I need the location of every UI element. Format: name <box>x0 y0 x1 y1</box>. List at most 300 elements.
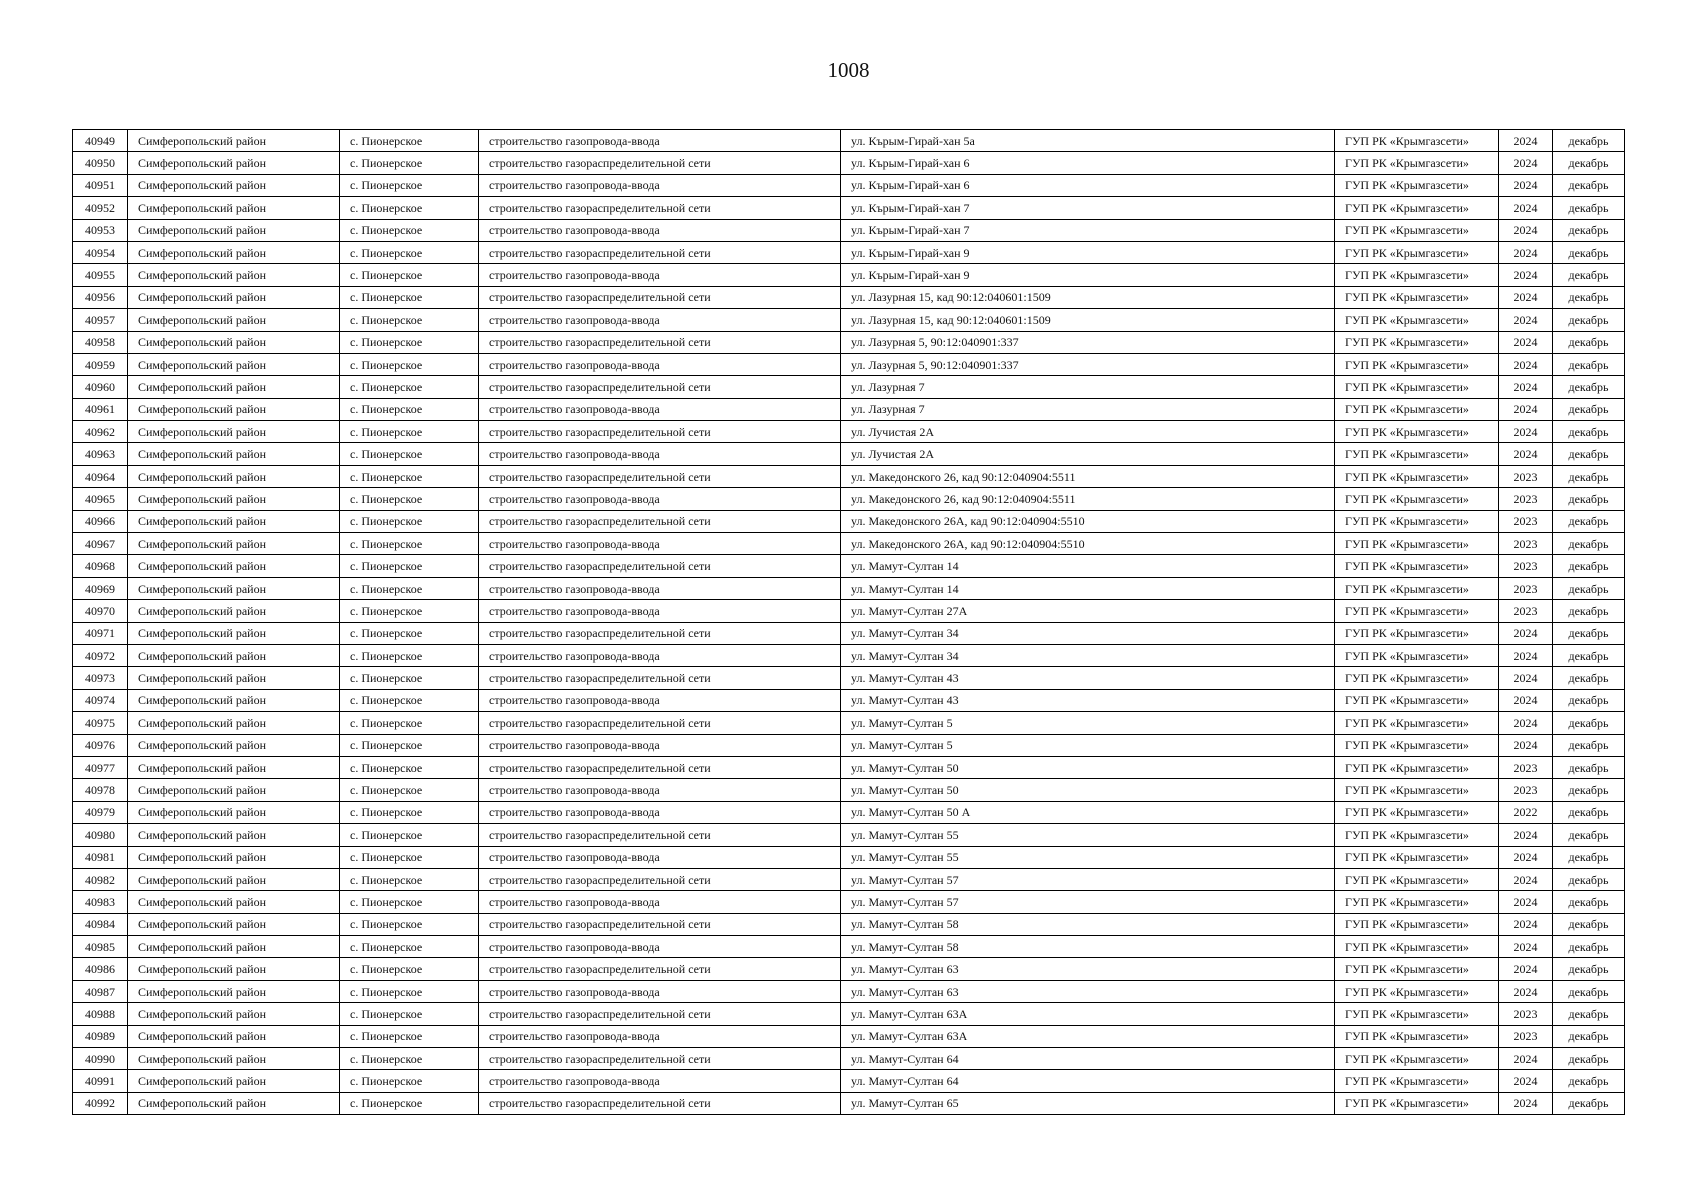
cell-organization: ГУП РК «Крымгазсети» <box>1335 421 1499 443</box>
cell-year: 2024 <box>1499 936 1553 958</box>
cell-year: 2024 <box>1499 130 1553 152</box>
cell-organization: ГУП РК «Крымгазсети» <box>1335 936 1499 958</box>
cell-settlement: с. Пионерское <box>340 152 479 174</box>
cell-work-type: строительство газораспределительной сети <box>479 510 841 532</box>
cell-organization: ГУП РК «Крымгазсети» <box>1335 264 1499 286</box>
cell-number: 40980 <box>73 824 128 846</box>
table-row <box>73 824 1625 846</box>
cell-work-type: строительство газопровода-ввода <box>479 443 841 465</box>
cell-year: 2024 <box>1499 264 1553 286</box>
cell-district: Симферопольский район <box>128 667 340 689</box>
cell-number: 40985 <box>73 936 128 958</box>
cell-work-type: строительство газораспределительной сети <box>479 667 841 689</box>
cell-organization: ГУП РК «Крымгазсети» <box>1335 286 1499 308</box>
cell-work-type: строительство газораспределительной сети <box>479 1003 841 1025</box>
cell-year: 2024 <box>1499 1048 1553 1070</box>
cell-organization: ГУП РК «Крымгазсети» <box>1335 868 1499 890</box>
cell-month: декабрь <box>1553 801 1625 823</box>
cell-work-type: строительство газопровода-ввода <box>479 488 841 510</box>
cell-organization: ГУП РК «Крымгазсети» <box>1335 241 1499 263</box>
cell-organization: ГУП РК «Крымгазсети» <box>1335 510 1499 532</box>
cell-settlement: с. Пионерское <box>340 1025 479 1047</box>
cell-address: ул. Мамут-Султан 5 <box>841 712 1335 734</box>
cell-settlement: с. Пионерское <box>340 913 479 935</box>
cell-organization: ГУП РК «Крымгазсети» <box>1335 824 1499 846</box>
cell-address: ул. Мамут-Султан 65 <box>841 1092 1335 1114</box>
cell-organization: ГУП РК «Крымгазсети» <box>1335 667 1499 689</box>
cell-organization: ГУП РК «Крымгазсети» <box>1335 756 1499 778</box>
cell-organization: ГУП РК «Крымгазсети» <box>1335 1025 1499 1047</box>
cell-number: 40955 <box>73 264 128 286</box>
cell-year: 2024 <box>1499 152 1553 174</box>
cell-year: 2024 <box>1499 644 1553 666</box>
table-row <box>73 264 1625 286</box>
cell-organization: ГУП РК «Крымгазсети» <box>1335 174 1499 196</box>
cell-work-type: строительство газораспределительной сети <box>479 152 841 174</box>
cell-organization: ГУП РК «Крымгазсети» <box>1335 353 1499 375</box>
cell-work-type: строительство газораспределительной сети <box>479 824 841 846</box>
cell-address: ул. Мамут-Султан 50 <box>841 756 1335 778</box>
cell-number: 40971 <box>73 622 128 644</box>
cell-district: Симферопольский район <box>128 600 340 622</box>
cell-address: ул. Лазурная 15, кад 90:12:040601:1509 <box>841 309 1335 331</box>
cell-work-type: строительство газораспределительной сети <box>479 756 841 778</box>
cell-district: Симферопольский район <box>128 1025 340 1047</box>
cell-year: 2024 <box>1499 913 1553 935</box>
cell-number: 40979 <box>73 801 128 823</box>
cell-settlement: с. Пионерское <box>340 465 479 487</box>
cell-year: 2024 <box>1499 331 1553 353</box>
cell-year: 2024 <box>1499 241 1553 263</box>
cell-year: 2024 <box>1499 309 1553 331</box>
cell-year: 2024 <box>1499 398 1553 420</box>
cell-address: ул. Мамут-Султан 14 <box>841 555 1335 577</box>
table-row <box>73 1070 1625 1092</box>
cell-work-type: строительство газопровода-ввода <box>479 734 841 756</box>
cell-year: 2024 <box>1499 958 1553 980</box>
cell-settlement: с. Пионерское <box>340 667 479 689</box>
gasification-registry-table <box>72 129 1625 1115</box>
cell-address: ул. Лазурная 15, кад 90:12:040601:1509 <box>841 286 1335 308</box>
cell-month: декабрь <box>1553 1092 1625 1114</box>
cell-address: ул. Мамут-Султан 58 <box>841 913 1335 935</box>
cell-month: декабрь <box>1553 936 1625 958</box>
cell-organization: ГУП РК «Крымгазсети» <box>1335 622 1499 644</box>
cell-settlement: с. Пионерское <box>340 846 479 868</box>
cell-address: ул. Кърым-Гирай-хан 5а <box>841 130 1335 152</box>
cell-number: 40949 <box>73 130 128 152</box>
cell-number: 40984 <box>73 913 128 935</box>
cell-district: Симферопольский район <box>128 465 340 487</box>
table-row <box>73 197 1625 219</box>
cell-month: декабрь <box>1553 555 1625 577</box>
cell-district: Симферопольский район <box>128 913 340 935</box>
cell-number: 40987 <box>73 980 128 1002</box>
cell-district: Симферопольский район <box>128 622 340 644</box>
table-row <box>73 980 1625 1002</box>
cell-district: Симферопольский район <box>128 936 340 958</box>
table-row <box>73 398 1625 420</box>
cell-settlement: с. Пионерское <box>340 309 479 331</box>
table-row <box>73 667 1625 689</box>
cell-work-type: строительство газораспределительной сети <box>479 1048 841 1070</box>
cell-year: 2023 <box>1499 1003 1553 1025</box>
cell-number: 40991 <box>73 1070 128 1092</box>
cell-work-type: строительство газораспределительной сети <box>479 1092 841 1114</box>
cell-work-type: строительство газопровода-ввода <box>479 600 841 622</box>
cell-district: Симферопольский район <box>128 734 340 756</box>
cell-organization: ГУП РК «Крымгазсети» <box>1335 734 1499 756</box>
cell-address: ул. Мамут-Султан 63А <box>841 1025 1335 1047</box>
cell-month: декабрь <box>1553 309 1625 331</box>
cell-month: декабрь <box>1553 824 1625 846</box>
cell-organization: ГУП РК «Крымгазсети» <box>1335 130 1499 152</box>
cell-month: декабрь <box>1553 398 1625 420</box>
cell-month: декабрь <box>1553 130 1625 152</box>
cell-district: Симферопольский район <box>128 1003 340 1025</box>
table-row <box>73 286 1625 308</box>
cell-number: 40968 <box>73 555 128 577</box>
cell-address: ул. Мамут-Султан 64 <box>841 1048 1335 1070</box>
cell-organization: ГУП РК «Крымгазсети» <box>1335 331 1499 353</box>
cell-number: 40961 <box>73 398 128 420</box>
cell-work-type: строительство газопровода-ввода <box>479 174 841 196</box>
cell-district: Симферопольский район <box>128 264 340 286</box>
cell-month: декабрь <box>1553 577 1625 599</box>
cell-year: 2023 <box>1499 488 1553 510</box>
cell-number: 40958 <box>73 331 128 353</box>
cell-organization: ГУП РК «Крымгазсети» <box>1335 219 1499 241</box>
cell-work-type: строительство газораспределительной сети <box>479 622 841 644</box>
cell-organization: ГУП РК «Крымгазсети» <box>1335 913 1499 935</box>
cell-address: ул. Лазурная 5, 90:12:040901:337 <box>841 331 1335 353</box>
cell-month: декабрь <box>1553 1025 1625 1047</box>
cell-district: Симферопольский район <box>128 353 340 375</box>
cell-address: ул. Мамут-Султан 5 <box>841 734 1335 756</box>
cell-district: Симферопольский район <box>128 152 340 174</box>
cell-month: декабрь <box>1553 510 1625 532</box>
cell-address: ул. Кърым-Гирай-хан 9 <box>841 264 1335 286</box>
cell-settlement: с. Пионерское <box>340 130 479 152</box>
cell-settlement: с. Пионерское <box>340 600 479 622</box>
cell-address: ул. Мамут-Султан 63 <box>841 958 1335 980</box>
cell-organization: ГУП РК «Крымгазсети» <box>1335 1092 1499 1114</box>
cell-district: Симферопольский район <box>128 398 340 420</box>
cell-district: Симферопольский район <box>128 555 340 577</box>
cell-address: ул. Мамут-Султан 34 <box>841 644 1335 666</box>
cell-year: 2023 <box>1499 510 1553 532</box>
table-row <box>73 241 1625 263</box>
table-body <box>73 130 1625 1115</box>
cell-address: ул. Лучистая 2А <box>841 421 1335 443</box>
cell-month: декабрь <box>1553 533 1625 555</box>
table-row <box>73 913 1625 935</box>
cell-district: Симферопольский район <box>128 510 340 532</box>
table-row <box>73 712 1625 734</box>
cell-month: декабрь <box>1553 219 1625 241</box>
cell-organization: ГУП РК «Крымгазсети» <box>1335 197 1499 219</box>
cell-work-type: строительство газопровода-ввода <box>479 846 841 868</box>
table-row <box>73 421 1625 443</box>
cell-organization: ГУП РК «Крымгазсети» <box>1335 958 1499 980</box>
cell-number: 40976 <box>73 734 128 756</box>
cell-number: 40986 <box>73 958 128 980</box>
cell-address: ул. Мамут-Султан 27А <box>841 600 1335 622</box>
cell-settlement: с. Пионерское <box>340 197 479 219</box>
cell-organization: ГУП РК «Крымгазсети» <box>1335 465 1499 487</box>
table-row <box>73 353 1625 375</box>
cell-organization: ГУП РК «Крымгазсети» <box>1335 443 1499 465</box>
cell-district: Симферопольский район <box>128 1092 340 1114</box>
table-row <box>73 1048 1625 1070</box>
cell-settlement: с. Пионерское <box>340 756 479 778</box>
page-number: 1008 <box>827 58 870 82</box>
cell-year: 2024 <box>1499 689 1553 711</box>
cell-number: 40988 <box>73 1003 128 1025</box>
cell-year: 2024 <box>1499 219 1553 241</box>
cell-work-type: строительство газопровода-ввода <box>479 309 841 331</box>
cell-month: декабрь <box>1553 913 1625 935</box>
cell-month: декабрь <box>1553 197 1625 219</box>
cell-number: 40981 <box>73 846 128 868</box>
cell-settlement: с. Пионерское <box>340 622 479 644</box>
cell-month: декабрь <box>1553 488 1625 510</box>
cell-organization: ГУП РК «Крымгазсети» <box>1335 398 1499 420</box>
cell-year: 2024 <box>1499 824 1553 846</box>
table-row <box>73 801 1625 823</box>
cell-organization: ГУП РК «Крымгазсети» <box>1335 600 1499 622</box>
cell-settlement: с. Пионерское <box>340 1070 479 1092</box>
cell-organization: ГУП РК «Крымгазсети» <box>1335 980 1499 1002</box>
cell-address: ул. Мамут-Султан 50 А <box>841 801 1335 823</box>
cell-month: декабрь <box>1553 958 1625 980</box>
cell-settlement: с. Пионерское <box>340 488 479 510</box>
cell-settlement: с. Пионерское <box>340 980 479 1002</box>
cell-district: Симферопольский район <box>128 197 340 219</box>
cell-month: декабрь <box>1553 980 1625 1002</box>
cell-settlement: с. Пионерское <box>340 1048 479 1070</box>
cell-month: декабрь <box>1553 331 1625 353</box>
cell-number: 40969 <box>73 577 128 599</box>
table-row <box>73 174 1625 196</box>
cell-settlement: с. Пионерское <box>340 241 479 263</box>
cell-district: Симферопольский район <box>128 868 340 890</box>
cell-organization: ГУП РК «Крымгазсети» <box>1335 801 1499 823</box>
cell-settlement: с. Пионерское <box>340 443 479 465</box>
cell-address: ул. Лазурная 7 <box>841 398 1335 420</box>
cell-year: 2024 <box>1499 846 1553 868</box>
cell-month: декабрь <box>1553 600 1625 622</box>
cell-number: 40974 <box>73 689 128 711</box>
cell-address: ул. Мамут-Султан 34 <box>841 622 1335 644</box>
cell-year: 2024 <box>1499 734 1553 756</box>
cell-number: 40972 <box>73 644 128 666</box>
cell-district: Симферопольский район <box>128 533 340 555</box>
cell-address: ул. Лазурная 5, 90:12:040901:337 <box>841 353 1335 375</box>
cell-work-type: строительство газопровода-ввода <box>479 1025 841 1047</box>
cell-settlement: с. Пионерское <box>340 577 479 599</box>
table-row <box>73 331 1625 353</box>
cell-address: ул. Мамут-Султан 50 <box>841 779 1335 801</box>
cell-month: декабрь <box>1553 644 1625 666</box>
cell-district: Симферопольский район <box>128 443 340 465</box>
cell-month: декабрь <box>1553 465 1625 487</box>
cell-month: декабрь <box>1553 1048 1625 1070</box>
table-row <box>73 510 1625 532</box>
cell-work-type: строительство газораспределительной сети <box>479 555 841 577</box>
table-row <box>73 779 1625 801</box>
cell-work-type: строительство газораспределительной сети <box>479 376 841 398</box>
cell-year: 2023 <box>1499 577 1553 599</box>
cell-number: 40951 <box>73 174 128 196</box>
cell-year: 2024 <box>1499 891 1553 913</box>
cell-work-type: строительство газораспределительной сети <box>479 465 841 487</box>
cell-month: декабрь <box>1553 712 1625 734</box>
table-row <box>73 465 1625 487</box>
cell-district: Симферопольский район <box>128 130 340 152</box>
cell-address: ул. Мамут-Султан 64 <box>841 1070 1335 1092</box>
cell-number: 40959 <box>73 353 128 375</box>
cell-year: 2023 <box>1499 756 1553 778</box>
cell-month: декабрь <box>1553 376 1625 398</box>
cell-year: 2023 <box>1499 779 1553 801</box>
cell-year: 2023 <box>1499 465 1553 487</box>
cell-address: ул. Мамут-Султан 57 <box>841 891 1335 913</box>
cell-year: 2023 <box>1499 533 1553 555</box>
cell-organization: ГУП РК «Крымгазсети» <box>1335 779 1499 801</box>
cell-district: Симферопольский район <box>128 801 340 823</box>
table-row <box>73 443 1625 465</box>
cell-address: ул. Лазурная 7 <box>841 376 1335 398</box>
cell-organization: ГУП РК «Крымгазсети» <box>1335 1070 1499 1092</box>
cell-month: декабрь <box>1553 756 1625 778</box>
cell-work-type: строительство газопровода-ввода <box>479 779 841 801</box>
cell-number: 40990 <box>73 1048 128 1070</box>
cell-year: 2024 <box>1499 443 1553 465</box>
cell-work-type: строительство газораспределительной сети <box>479 868 841 890</box>
table-row <box>73 1025 1625 1047</box>
cell-number: 40983 <box>73 891 128 913</box>
cell-work-type: строительство газораспределительной сети <box>479 712 841 734</box>
cell-month: декабрь <box>1553 868 1625 890</box>
cell-number: 40960 <box>73 376 128 398</box>
cell-settlement: с. Пионерское <box>340 868 479 890</box>
cell-organization: ГУП РК «Крымгазсети» <box>1335 533 1499 555</box>
cell-district: Симферопольский район <box>128 331 340 353</box>
cell-work-type: строительство газопровода-ввода <box>479 533 841 555</box>
cell-district: Симферопольский район <box>128 1070 340 1092</box>
cell-work-type: строительство газораспределительной сети <box>479 913 841 935</box>
cell-settlement: с. Пионерское <box>340 734 479 756</box>
cell-number: 40966 <box>73 510 128 532</box>
cell-year: 2024 <box>1499 712 1553 734</box>
cell-work-type: строительство газопровода-ввода <box>479 801 841 823</box>
cell-year: 2024 <box>1499 421 1553 443</box>
cell-district: Симферопольский район <box>128 958 340 980</box>
cell-work-type: строительство газопровода-ввода <box>479 130 841 152</box>
cell-settlement: с. Пионерское <box>340 174 479 196</box>
cell-number: 40963 <box>73 443 128 465</box>
cell-number: 40964 <box>73 465 128 487</box>
cell-address: ул. Мамут-Султан 55 <box>841 824 1335 846</box>
cell-district: Симферопольский район <box>128 980 340 1002</box>
cell-address: ул. Мамут-Султан 43 <box>841 689 1335 711</box>
table-row <box>73 533 1625 555</box>
table-row <box>73 130 1625 152</box>
cell-year: 2024 <box>1499 286 1553 308</box>
cell-settlement: с. Пионерское <box>340 936 479 958</box>
cell-settlement: с. Пионерское <box>340 644 479 666</box>
cell-month: декабрь <box>1553 734 1625 756</box>
cell-district: Симферопольский район <box>128 376 340 398</box>
cell-year: 2024 <box>1499 197 1553 219</box>
cell-organization: ГУП РК «Крымгазсети» <box>1335 1003 1499 1025</box>
cell-number: 40954 <box>73 241 128 263</box>
table-row <box>73 555 1625 577</box>
cell-settlement: с. Пионерское <box>340 1092 479 1114</box>
cell-organization: ГУП РК «Крымгазсети» <box>1335 644 1499 666</box>
cell-district: Симферопольский район <box>128 644 340 666</box>
cell-district: Симферопольский район <box>128 488 340 510</box>
cell-number: 40992 <box>73 1092 128 1114</box>
cell-district: Симферопольский район <box>128 824 340 846</box>
cell-work-type: строительство газопровода-ввода <box>479 219 841 241</box>
table-row <box>73 376 1625 398</box>
cell-address: ул. Кърым-Гирай-хан 9 <box>841 241 1335 263</box>
table-row <box>73 488 1625 510</box>
table-row <box>73 644 1625 666</box>
cell-district: Симферопольский район <box>128 577 340 599</box>
cell-work-type: строительство газопровода-ввода <box>479 891 841 913</box>
cell-month: декабрь <box>1553 174 1625 196</box>
cell-settlement: с. Пионерское <box>340 533 479 555</box>
cell-settlement: с. Пионерское <box>340 689 479 711</box>
cell-district: Симферопольский район <box>128 846 340 868</box>
cell-work-type: строительство газопровода-ввода <box>479 936 841 958</box>
table-row <box>73 734 1625 756</box>
cell-year: 2024 <box>1499 376 1553 398</box>
table-row <box>73 958 1625 980</box>
cell-year: 2024 <box>1499 868 1553 890</box>
cell-month: декабрь <box>1553 421 1625 443</box>
cell-address: ул. Мамут-Султан 57 <box>841 868 1335 890</box>
cell-year: 2024 <box>1499 1092 1553 1114</box>
cell-district: Симферопольский район <box>128 689 340 711</box>
cell-address: ул. Мамут-Султан 14 <box>841 577 1335 599</box>
cell-district: Симферопольский район <box>128 756 340 778</box>
cell-work-type: строительство газораспределительной сети <box>479 958 841 980</box>
cell-district: Симферопольский район <box>128 174 340 196</box>
cell-organization: ГУП РК «Крымгазсети» <box>1335 891 1499 913</box>
cell-month: декабрь <box>1553 264 1625 286</box>
cell-year: 2023 <box>1499 1025 1553 1047</box>
cell-month: декабрь <box>1553 667 1625 689</box>
table-row <box>73 868 1625 890</box>
cell-address: ул. Кърым-Гирай-хан 6 <box>841 174 1335 196</box>
cell-work-type: строительство газопровода-ввода <box>479 980 841 1002</box>
cell-work-type: строительство газопровода-ввода <box>479 577 841 599</box>
cell-address: ул. Кърым-Гирай-хан 6 <box>841 152 1335 174</box>
cell-address: ул. Македонского 26, кад 90:12:040904:5511 <box>841 488 1335 510</box>
cell-year: 2024 <box>1499 980 1553 1002</box>
cell-settlement: с. Пионерское <box>340 891 479 913</box>
cell-year: 2024 <box>1499 1070 1553 1092</box>
cell-work-type: строительство газораспределительной сети <box>479 331 841 353</box>
cell-settlement: с. Пионерское <box>340 712 479 734</box>
cell-district: Симферопольский район <box>128 309 340 331</box>
table-row <box>73 219 1625 241</box>
cell-number: 40956 <box>73 286 128 308</box>
